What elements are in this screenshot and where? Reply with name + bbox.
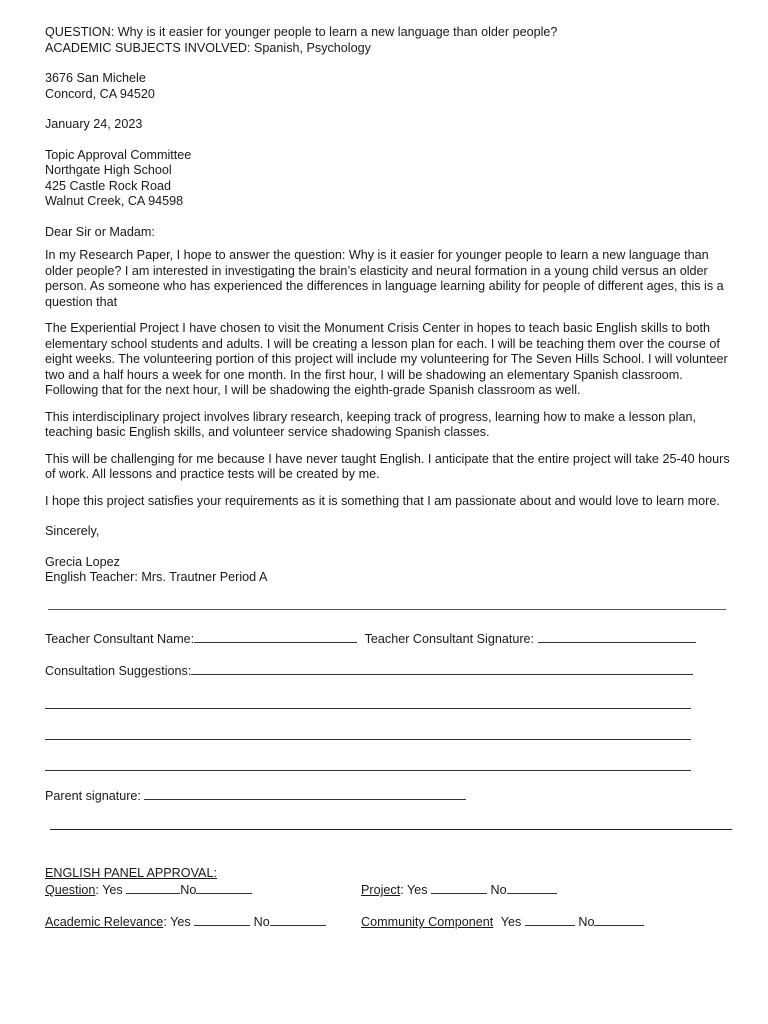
question-approval-row: Question: Yes No xyxy=(45,882,252,899)
sender-city: Concord, CA 94520 xyxy=(45,86,155,101)
community-approval-row xyxy=(361,914,644,931)
section-divider xyxy=(48,609,726,610)
salutation: Dear Sir or Madam: xyxy=(45,224,155,239)
sender-address xyxy=(45,71,735,102)
project-no-field[interactable] xyxy=(507,882,557,894)
community-approval-label: Community Component xyxy=(361,915,494,929)
recipient-address xyxy=(45,148,735,210)
body-paragraph-5: I hope this project satisfies your requirements as it is something that I am passionate about and would love to learn more. xyxy=(45,493,720,508)
consultant-name-field[interactable] xyxy=(194,631,357,643)
panel-title: ENGLISH PANEL APPROVAL: xyxy=(45,866,217,880)
question-yes-field[interactable] xyxy=(126,882,180,894)
question-yes-label: Yes xyxy=(102,883,123,897)
consultant-signature-label: Teacher Consultant Signature: xyxy=(364,632,535,646)
community-no-field[interactable] xyxy=(594,914,644,926)
panel-divider xyxy=(50,829,732,830)
community-yes-label: Yes xyxy=(500,915,522,929)
relevance-no-label: No xyxy=(253,915,270,929)
suggestions-label: Consultation Suggestions: xyxy=(45,664,192,678)
body-paragraph-4: This will be challenging for me because I have never taught English. I anticipate that the entire project will take 25-40 hours of work. All lessons and practice tests will be created by me. xyxy=(45,451,730,481)
letter xyxy=(45,25,735,586)
suggestions-line-2[interactable] xyxy=(45,739,691,740)
consultant-row xyxy=(45,631,745,648)
signature-block xyxy=(45,555,735,586)
suggestions-row xyxy=(45,663,745,680)
suggestions-line-3[interactable] xyxy=(45,770,691,771)
project-yes-label: Yes xyxy=(406,883,428,897)
signer-name: Grecia Lopez xyxy=(45,554,120,569)
community-yes-field[interactable] xyxy=(525,914,575,926)
consultant-signature-field[interactable] xyxy=(538,631,696,643)
project-approval-row: Project: Yes No xyxy=(361,882,557,899)
subjects-line: ACADEMIC SUBJECTS INVOLVED: Spanish, Psychology xyxy=(45,40,371,55)
suggestions-line-1[interactable] xyxy=(45,708,691,709)
question-no-field[interactable] xyxy=(196,882,252,894)
parent-signature-field[interactable] xyxy=(144,788,466,800)
letter-date: January 24, 2023 xyxy=(45,117,143,131)
relevance-yes-label: Yes xyxy=(170,915,191,929)
signer-teacher: English Teacher: Mrs. Trautner Period A xyxy=(45,570,268,584)
closing: Sincerely, xyxy=(45,524,100,538)
parent-signature-label: Parent signature: xyxy=(45,789,141,803)
sender-street: 3676 San Michele xyxy=(45,71,146,85)
recipient-line4: Walnut Creek, CA 94598 xyxy=(45,194,184,208)
relevance-yes-field[interactable] xyxy=(194,914,250,926)
relevance-no-field[interactable] xyxy=(270,914,326,926)
recipient-line1: Topic Approval Committee xyxy=(45,147,192,162)
body-paragraph-2: The Experiential Project I have chosen to visit the Monument Crisis Center in hopes to teach basic English skills to both elementary school students and adults. I will be creating a lesson plan for each. I will be teaching them over the course of eight weeks. The volunteering portion of this project will include my volunteering for The Seven Hills School. I will volunteer two and a half hours a week for one month. In the first hour, I will be shadowing an elementary Spanish classroom. Following that for the next hour, I will be shadowing the eighth-grade Spanish classroom as well. xyxy=(45,321,728,397)
consultant-name-label: Teacher Consultant Name: xyxy=(45,632,195,646)
suggestions-field[interactable] xyxy=(191,663,693,675)
recipient-line3: 425 Castle Rock Road xyxy=(45,178,172,193)
relevance-approval-label: Academic Relevance xyxy=(45,915,164,929)
body-paragraph-1: In my Research Paper, I hope to answer the question: Why is it easier for younger people to learn a new language than older people? I am interested in investigating the brain’s elasticity and neural formation in a young child versus an older person. As someone who has experienced the differences in language learning ability for people of different ages, this is a question that xyxy=(45,248,724,309)
question-line: QUESTION: Why is it easier for younger people to learn a new language than older people? xyxy=(45,25,558,39)
body-paragraph-3: This interdisciplinary project involves library research, keeping track of progress, learning how to make a lesson plan, teaching basic English skills, and volunteer service shadowing Spanish classes. xyxy=(45,409,696,439)
relevance-approval-row: Academic Relevance: Yes No xyxy=(45,914,326,931)
community-no-label: No xyxy=(578,915,595,929)
project-no-label: No xyxy=(490,883,507,897)
project-approval-label: Project xyxy=(361,883,401,897)
parent-signature-row xyxy=(45,788,745,805)
question-no-label: No xyxy=(180,883,197,897)
project-yes-field[interactable] xyxy=(431,882,487,894)
recipient-line2: Northgate High School xyxy=(45,163,172,177)
question-approval-label: Question xyxy=(45,883,96,897)
